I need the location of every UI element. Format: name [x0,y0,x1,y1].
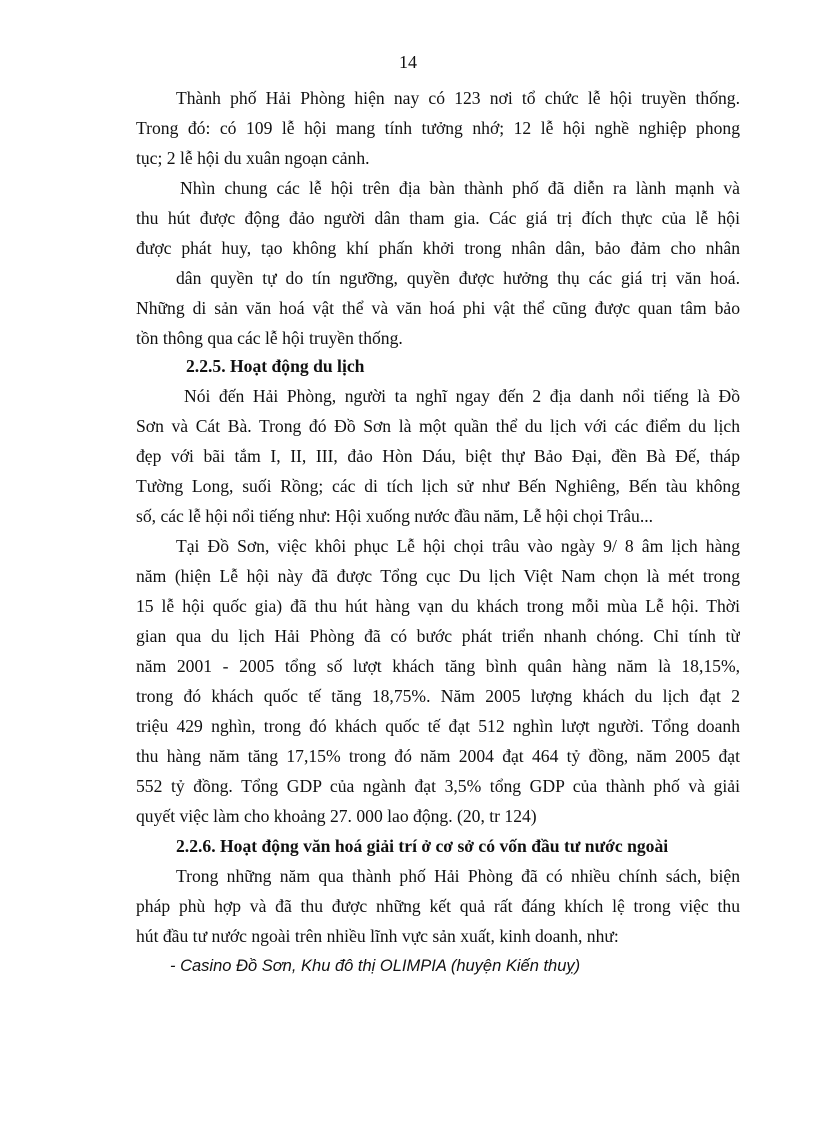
page-number: 14 [399,52,417,72]
section-heading-2-2-5: 2.2.5. Hoạt động du lịch [186,356,365,376]
paragraph-4-line-2: năm (hiện Lễ hội này đã được Tổng cục Du lịch Việt Nam chọn là mét trong [136,566,740,586]
paragraph-4-line-5: năm 2001 - 2005 tổng số lượt khách tăng bình quân hàng năm là 18,15%, [136,656,740,676]
paragraph-5-line-2: pháp phù hợp và đã thu được những kết quả rất đáng khích lệ trong việc thu [136,896,740,916]
paragraph-4-line-6: trong đó khách quốc tế tăng 18,75%. Năm 2005 lượng khách du lịch đạt 2 [136,686,740,706]
paragraph-4-line-3: 15 lễ hội quốc gia) đã thu hút hàng vạn du khách trong mỗi mùa Lễ hội. Thời [136,596,740,616]
paragraph-3-line-2: Sơn và Cát Bà. Trong đó Đồ Sơn là một quần thể du lịch với các điểm du lịch [136,416,740,436]
paragraph-4-line-4: gian qua du lịch Hải Phòng đã có bước phát triển nhanh chóng. Chỉ tính từ [136,626,740,646]
paragraph-2-line-4: dân quyền tự do tín ngưỡng, quyền được hưởng thụ các giá trị văn hoá. [176,268,740,288]
paragraph-5-line-1: Trong những năm qua thành phố Hải Phòng đã có nhiều chính sách, biện [176,866,740,886]
paragraph-4-line-10: quyết việc làm cho khoảng 27. 000 lao động. (20, tr 124) [136,806,537,826]
paragraph-4-line-1: Tại Đồ Sơn, việc khôi phục Lễ hội chọi trâu vào ngày 9/ 8 âm lịch hàng [176,536,740,556]
paragraph-2-line-1: Nhìn chung các lễ hội trên địa bàn thành phố đã diễn ra lành mạnh và [180,178,740,198]
paragraph-4-line-8: thu hàng năm tăng 17,15% trong đó năm 2004 đạt 464 tỷ đồng, năm 2005 đạt [136,746,740,766]
paragraph-2-line-6: tồn thông qua các lễ hội truyền thống. [136,328,403,348]
paragraph-2-line-2: thu hút được động đảo người dân tham gia. Các giá trị đích thực của lễ hội [136,208,740,228]
section-heading-2-2-6: 2.2.6. Hoạt động văn hoá giải trí ở cơ sở có vốn đầu tư nước ngoài [176,836,669,856]
paragraph-3-line-5: số, các lễ hội nổi tiếng như: Hội xuống nước đầu năm, Lễ hội chọi Trâu... [136,506,654,526]
paragraph-4-line-7: triệu 429 nghìn, trong đó khách quốc tế đạt 512 nghìn lượt người. Tổng doanh [136,716,740,736]
paragraph-1-line-1: Thành phố Hải Phòng hiện nay có 123 nơi tổ chức lễ hội truyền thống. [176,88,740,108]
paragraph-1-line-3: tục; 2 lễ hội du xuân ngoạn cảnh. [136,148,370,168]
paragraph-3-line-4: Tường Long, suối Rồng; các di tích lịch sử như Bến Nghiêng, Bến tàu không [136,476,740,496]
paragraph-1-line-2: Trong đó: có 109 lễ hội mang tính tưởng nhớ; 12 lễ hội nghề nghiệp phong [136,118,740,138]
paragraph-3-line-1: Nói đến Hải Phòng, người ta nghĩ ngay đến 2 địa danh nổi tiếng là Đồ [184,386,740,406]
paragraph-2-line-3: được phát huy, tạo không khí phấn khởi trong nhân dân, bảo đảm cho nhân [136,238,740,258]
paragraph-5-line-3: hút đầu tư nước ngoài trên nhiều lĩnh vực sản xuất, kinh doanh, như: [136,926,619,946]
paragraph-4-line-9: 552 tỷ đồng. Tổng GDP của ngành đạt 3,5% tổng GDP của thành phố và giải [136,776,740,796]
paragraph-2-line-5: Những di sản văn hoá vật thể và văn hoá phi vật thể cũng được quan tâm bảo [136,298,740,318]
bullet-item-1: - Casino Đồ Sơn, Khu đô thị OLIMPIA (huyện Kiến thuỵ) [170,957,581,975]
paragraph-3-line-3: đẹp với bãi tắm I, II, III, đảo Hòn Dáu, biệt thự Bảo Đại, đền Bà Đế, tháp [136,446,740,466]
